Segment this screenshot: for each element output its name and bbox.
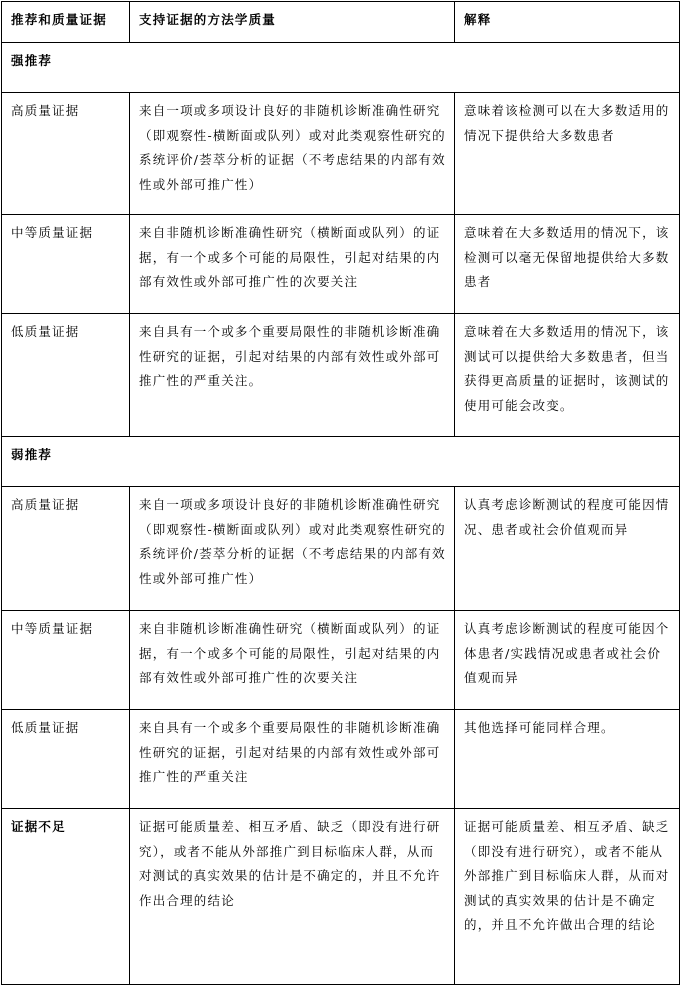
header-explanation: 解释	[455, 2, 680, 43]
method-cell: 来自非随机诊断准确性研究（横断面或队列）的证据，有一个或多个可能的局限性，引起对结果的内部有效性或外部可推广性的次要关注	[130, 611, 455, 710]
explanation-cell: 意味着在大多数适用的情况下，该测试可以提供给大多数患者，但当获得更高质量的证据时，该测试的使用可能会改变。	[455, 314, 680, 437]
method-cell: 来自一项或多项设计良好的非随机诊断准确性研究（即观察性-横断面或队列）或对此类观察性研究的系统评价/荟萃分析的证据（不考虑结果的内部有效性或外部可推广性）	[130, 93, 455, 215]
table-row	[2, 215, 680, 314]
method-cell: 来自一项或多项设计良好的非随机诊断准确性研究（即观察性-横断面或队列）或对此类观察性研究的系统评价/荟萃分析的证据（不考虑结果的内部有效性或外部可推广性）	[130, 487, 455, 611]
quality-cell: 中等质量证据	[2, 215, 130, 314]
explanation-cell: 认真考虑诊断测试的程度可能因情况、患者或社会价值观而异	[455, 487, 680, 611]
table-header-row	[2, 2, 680, 43]
explanation-cell: 其他选择可能同样合理。	[455, 710, 680, 809]
quality-cell: 高质量证据	[2, 487, 130, 611]
insufficient-label: 证据不足	[2, 809, 130, 985]
explanation-cell: 证据可能质量差、相互矛盾、缺乏（即没有进行研究），或者不能从外部推广到目标临床人群，从而对测试的真实效果的估计是不确定的，并且不允许做出合理的结论	[455, 809, 680, 985]
table-row-insufficient	[2, 809, 680, 985]
header-methodological-quality: 支持证据的方法学质量	[130, 2, 455, 43]
explanation-cell: 意味着在大多数适用的情况下，该检测可以毫无保留地提供给大多数患者	[455, 215, 680, 314]
recommendation-table	[1, 1, 680, 985]
section-title-strong: 强推荐	[2, 43, 680, 93]
table-row	[2, 611, 680, 710]
section-row-weak	[2, 437, 680, 487]
table-row	[2, 710, 680, 809]
quality-cell: 低质量证据	[2, 314, 130, 437]
method-cell: 来自具有一个或多个重要局限性的非随机诊断准确性研究的证据，引起对结果的内部有效性或外部可推广性的严重关注。	[130, 314, 455, 437]
table-row	[2, 487, 680, 611]
method-cell: 来自非随机诊断准确性研究（横断面或队列）的证据，有一个或多个可能的局限性，引起对结果的内部有效性或外部可推广性的次要关注	[130, 215, 455, 314]
section-title-weak: 弱推荐	[2, 437, 680, 487]
explanation-cell: 认真考虑诊断测试的程度可能因个体患者/实践情况或患者或社会价值观而异	[455, 611, 680, 710]
table-row	[2, 314, 680, 437]
section-row-strong	[2, 43, 680, 93]
quality-cell: 中等质量证据	[2, 611, 130, 710]
header-recommendation-quality: 推荐和质量证据	[2, 2, 130, 43]
table-row	[2, 93, 680, 215]
explanation-cell: 意味着该检测可以在大多数适用的情况下提供给大多数患者	[455, 93, 680, 215]
method-cell: 来自具有一个或多个重要局限性的非随机诊断准确性研究的证据，引起对结果的内部有效性或外部可推广性的严重关注	[130, 710, 455, 809]
method-cell: 证据可能质量差、相互矛盾、缺乏（即没有进行研究），或者不能从外部推广到目标临床人群，从而对测试的真实效果的估计是不确定的，并且不允许作出合理的结论	[130, 809, 455, 985]
quality-cell: 低质量证据	[2, 710, 130, 809]
quality-cell: 高质量证据	[2, 93, 130, 215]
